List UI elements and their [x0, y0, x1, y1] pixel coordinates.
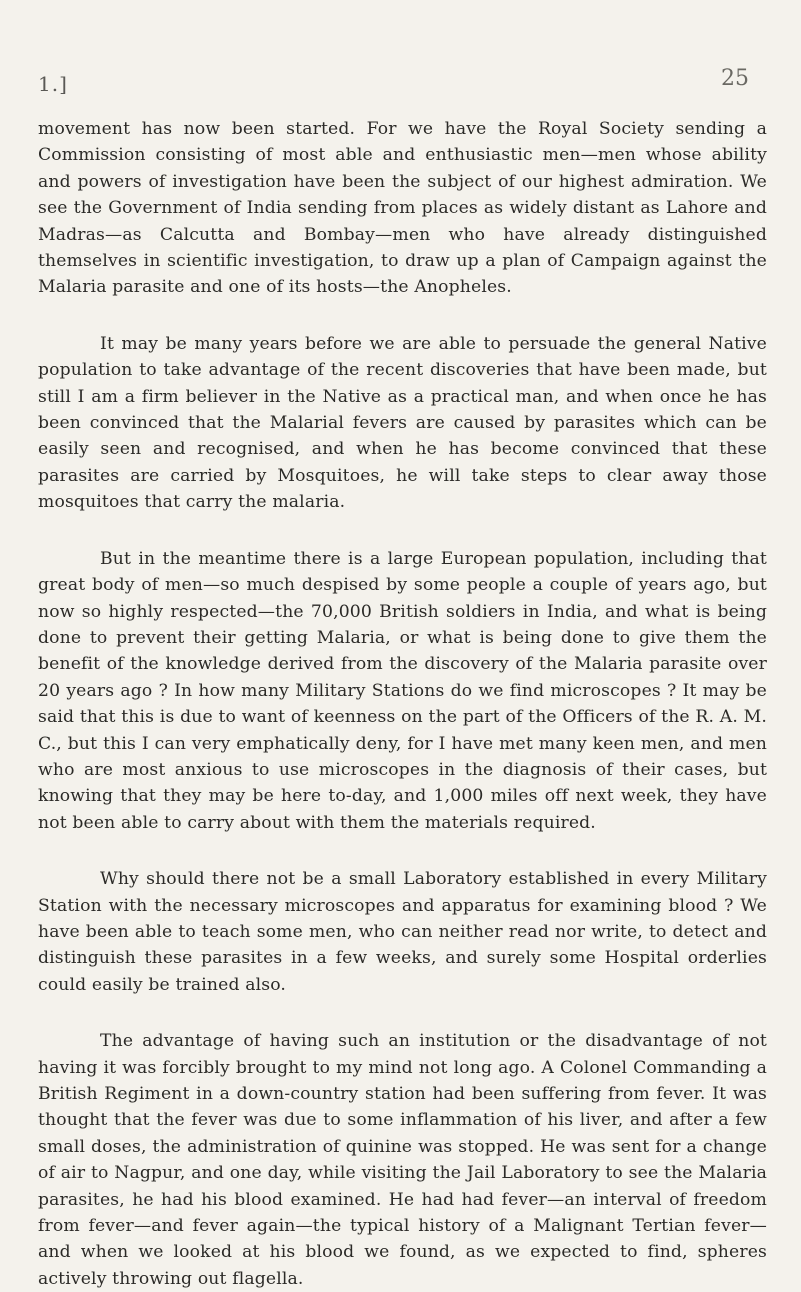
- paragraph-continuation: movement has now been started. For we have the Royal Society sending a Commission consisting of most able and enthusiastic men—men whose ability and powers of investigation have been the subject of our highest admiration. We see the Government of India sending from places as widely distant as Lahore and Madras—as Calcutta and Bombay—men who have already distinguished themselves in scientific investigation, to draw up a plan of Campaign against the Malaria parasite and one of its hosts—the Anopheles.: [38, 119, 767, 298]
- paragraph-laboratory: Why should there not be a small Laboratory established in every Military Station with the necessary microscopes and apparatus for examining blood ? We have been able to teach some men, who can neither read nor write, to detect and distinguish these parasites in a few weeks, and surely some Hospital orderlies could easily be trained also.: [38, 869, 767, 995]
- page-header: [38, 0, 767, 110]
- sheet-signature-mark: 1.]: [38, 72, 68, 96]
- paragraph-colonel-case: The advantage of having such an institution or the disadvantage of not having it was forcibly brought to my mind not long ago. A Colonel Commanding a British Regiment in a down-country station had been suffering from fever. It was thought that the fever was due to some inflammation of his liver, and after a few small doses, the administration of quinine was stopped. He was sent for a change of air to Nagpur, and one day, while visiting the Jail Laboratory to see the Malaria parasites, he had his blood examined. He had had fever—an interval of freedom from fever—and fever again—the typical history of a Malignant Tertian fever—and when we looked at his blood we found, as we expected to find, spheres actively throwing out flagella.: [38, 1031, 767, 1289]
- body-text: [38, 116, 767, 1292]
- paragraph-european-population: But in the meantime there is a large European population, including that great body of men—so much despised by some people a couple of years ago, but now so highly respected—the 70,000 British soldiers in India, and what is being done to prevent their getting Malaria, or what is being done to give them the benefit of the knowledge derived from the discovery of the Malaria parasite over 20 years ago ? In how many Military Stations do we find microscopes ? It may be said that this is due to want of keenness on the part of the Officers of the R. A. M. C., but this I can very emphatically deny, for I have met many keen men, and men who are most anxious to use microscopes in the diagnosis of their cases, but knowing that they may be here to-day, and 1,000 miles off next week, they have not been able to carry about with them the materials required.: [38, 548, 767, 833]
- page-number: 25: [721, 66, 749, 91]
- paragraph-native-population: It may be many years before we are able to persuade the general Native population to take advantage of the recent discoveries that have been made, but still I am a firm believer in the Native as a practical man, and when once he has been convinced that the Malarial fevers are caused by parasites which can be easily seen and recognised, and when he has become convinced that these parasites are carried by Mosquitoes, he will take steps to clear away those mosquitoes that carry the malaria.: [38, 333, 767, 513]
